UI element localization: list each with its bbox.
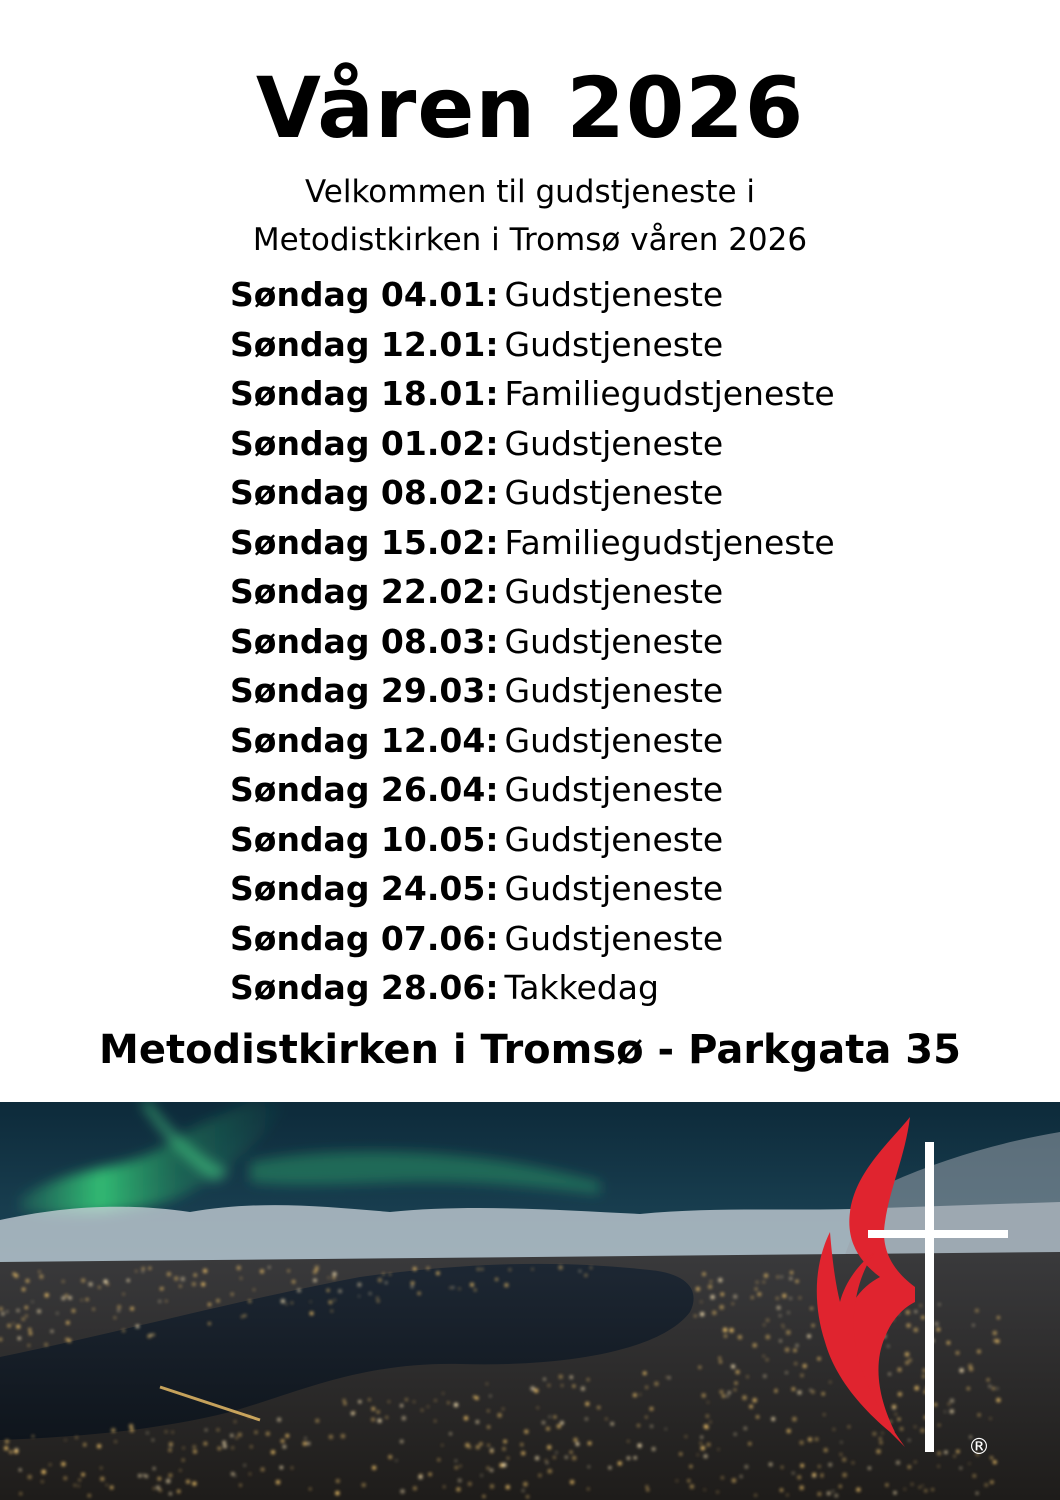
service-schedule <box>230 270 1030 1013</box>
schedule-event: Gudstjeneste <box>504 671 724 710</box>
schedule-date: Søndag 08.02: <box>230 473 499 512</box>
schedule-row <box>230 567 1030 617</box>
schedule-row <box>230 270 1030 320</box>
schedule-date: Søndag 18.01: <box>230 374 499 413</box>
intro-line-1: Velkommen til gudstjeneste i <box>304 174 756 210</box>
church-address: Metodistkirken i Tromsø - Parkgata 35 <box>99 1027 961 1073</box>
schedule-date: Søndag 24.05: <box>230 869 499 908</box>
tromso-night-photo <box>0 1102 1060 1500</box>
schedule-row <box>230 666 1030 716</box>
schedule-event: Gudstjeneste <box>504 572 724 611</box>
schedule-event: Gudstjeneste <box>504 275 724 314</box>
schedule-row <box>230 617 1030 667</box>
schedule-date: Søndag 15.02: <box>230 522 499 562</box>
schedule-row <box>230 518 1030 568</box>
schedule-row <box>230 419 1030 469</box>
schedule-date: Søndag 26.04: <box>230 770 499 809</box>
schedule-row <box>230 369 1030 419</box>
schedule-row <box>230 815 1030 865</box>
schedule-row <box>230 468 1030 518</box>
schedule-row <box>230 765 1030 815</box>
schedule-row <box>230 320 1030 370</box>
schedule-event: Gudstjeneste <box>504 473 724 512</box>
schedule-event: Gudstjeneste <box>504 720 724 760</box>
schedule-event: Familiegudstjeneste <box>504 522 835 562</box>
schedule-date: Søndag 29.03: <box>230 671 499 710</box>
schedule-event: Familiegudstjeneste <box>504 374 835 413</box>
schedule-event: Gudstjeneste <box>504 819 724 859</box>
schedule-row <box>230 864 1030 914</box>
schedule-event: Gudstjeneste <box>504 324 724 364</box>
intro-line-2: Metodistkirken i Tromsø våren 2026 <box>252 222 808 258</box>
schedule-event: Takkedag <box>504 968 659 1007</box>
schedule-date: Søndag 12.04: <box>230 720 499 760</box>
schedule-event: Gudstjeneste <box>504 621 724 661</box>
schedule-row <box>230 914 1030 964</box>
registered-mark: ® <box>968 1435 990 1460</box>
schedule-date: Søndag 22.02: <box>230 572 499 611</box>
page-title: Våren 2026 <box>255 59 805 157</box>
schedule-event: Gudstjeneste <box>504 770 724 809</box>
schedule-date: Søndag 04.01: <box>230 275 499 314</box>
schedule-event: Gudstjeneste <box>504 918 724 958</box>
schedule-date: Søndag 01.02: <box>230 423 499 463</box>
schedule-date: Søndag 07.06: <box>230 918 499 958</box>
schedule-event: Gudstjeneste <box>504 423 724 463</box>
schedule-date: Søndag 08.03: <box>230 621 499 661</box>
schedule-date: Søndag 28.06: <box>230 968 499 1007</box>
schedule-date: Søndag 12.01: <box>230 324 499 364</box>
schedule-event: Gudstjeneste <box>504 869 724 908</box>
schedule-row <box>230 963 1030 1013</box>
intro-text <box>0 168 1060 264</box>
schedule-row <box>230 716 1030 766</box>
schedule-date: Søndag 10.05: <box>230 819 499 859</box>
